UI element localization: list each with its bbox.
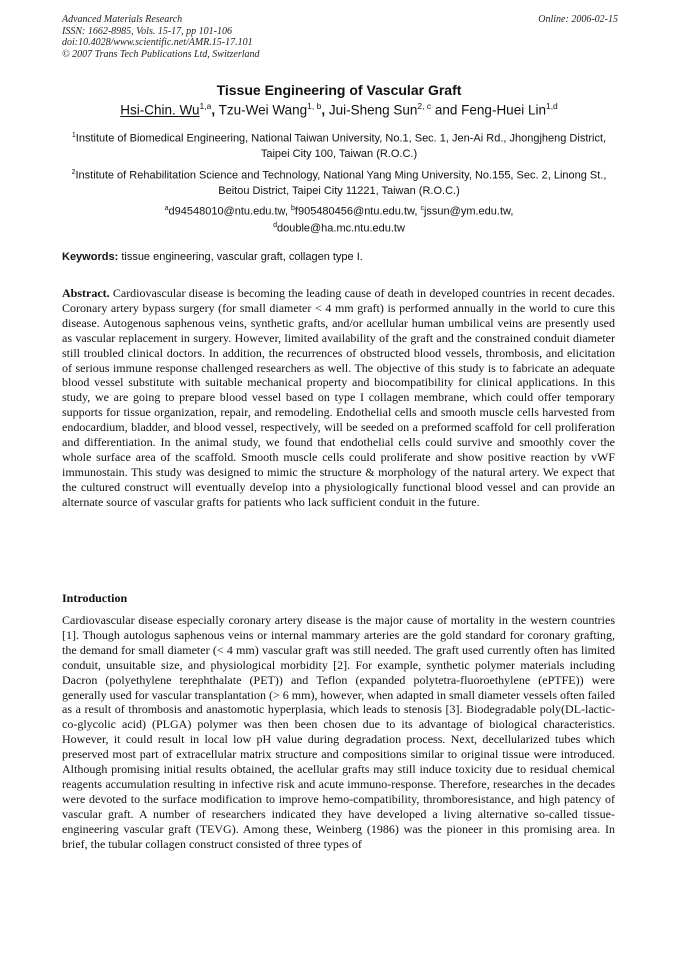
journal-copyright: © 2007 Trans Tech Publications Ltd, Switzerland (62, 48, 260, 60)
journal-name: Advanced Materials Research (62, 14, 183, 25)
author-superscript: 1,a (199, 101, 212, 111)
email-text: double@ha.mc.ntu.edu.tw (276, 222, 405, 235)
affiliation-text: Institute of Biomedical Engineering, National Taiwan University, No.1, Sec. 1, Jen-Ai Rd., Jhongjheng District, Taipei City 100, Taiwan (R.O.C.) (75, 132, 607, 160)
affiliation (62, 128, 616, 162)
introduction-heading: Introduction (62, 591, 128, 605)
keywords-label: Keywords: (62, 251, 119, 263)
email-text: jssun@ym.edu.tw, (423, 205, 514, 218)
author-superscript: 1, b (307, 101, 322, 111)
affiliation-text: Institute of Rehabilitation Science and Technology, National Yang Ming University, No.155, Sec. 2, Linong St., Beitou District, Taipei City 11221, Taiwan (R.O.C.) (75, 169, 607, 197)
affiliation-superscript: 1 (71, 132, 76, 139)
email-superscript: b (291, 205, 295, 212)
abstract-label: Abstract. (62, 286, 110, 300)
journal-doi: doi:10.4028/www.scientific.net/AMR.15-17.101 (62, 37, 253, 49)
email-list (62, 202, 616, 235)
affiliation-superscript: 2 (71, 169, 76, 176)
email-text: f905480456@ntu.edu.tw, (294, 205, 418, 218)
email-superscript: c (420, 205, 424, 212)
keywords-text: tissue engineering, vascular graft, collagen type I. (121, 251, 363, 263)
affiliation (62, 165, 616, 199)
keywords (62, 251, 616, 263)
author-separator: , (321, 102, 326, 118)
author-superscript: 2, c (417, 101, 432, 111)
author-name: Jui-Sheng Sun (328, 102, 418, 118)
introduction-text: Cardiovascular disease especially coronary artery disease is the major cause of mortality in the western countries [1]. Though autologus saphenous veins or internal mammary arteries are the gold standard for coronary grafting, the demand for small diameter (< 4 mm) vascular graft was still needed. The graft used currently often has limited conduit, unsuitable size, and physiological morbidity [2]. For example, synthetic polymer materials including Dacron (polyethylene terephthalate (PET)) and Teflon (expanded polytetra-fluoroethylene (ePTFE)) were generally used for vascular transplantation (> 6 mm), however, when adapted in small diameter vessels often failed as a result of thrombosis and anastomotic hyperplasia, which leads to stenosis [3]. Biodegradable poly(DL-lactic-co-glycolic acid) (PLGA) polymer was then been chosen due to its advantage of biological characteristics. However, it could result in local low pH value during degradation process. Next, decellularized tubes which preserved most part of extracellular matrix structure and compositions similar to original tissue were introduced. Although promising initial results obtained, the acellular grafts may still induce toxicity due to residual chemical reagents accumulation resulting in infective risk and acute immuno-response. Therefore, researches in the decades were devoted to the surface modification to improve hemo-compatibility, thromboresistance, and high patency of vascular graft. A number of researchers indicated they have developed a living alternative so-called tissue-engineering vascular graft (TEVG). Among these, Weinberg (1986) was the pioneer in this promising area. In brief, the tubular collagen construct consisted of three types of (62, 613, 615, 851)
email-text: d94548010@ntu.edu.tw, (168, 205, 288, 218)
journal-issn: ISSN: 1662-8985, Vols. 15-17, pp 101-106 (62, 25, 232, 37)
author-list (62, 101, 616, 118)
author-separator: , (211, 102, 216, 118)
abstract (62, 286, 615, 510)
abstract-text: Cardiovascular disease is becoming the leading cause of death in developed countries in recent decades. Coronary artery bypass surgery (for small diameter < 4 mm graft) is performed annually in the world to cure this disease. Autogenous saphenous veins, synthetic grafts, and/or acellular human umbilical veins are presently used as vascular replacement in surgery. However, limited availability of the graft and the constrained conduit diameter still troubled clinical doctors. In addition, the recurrences of obstructed blood vessels, thrombosis, and elicitation of serious immune response challenged researchers as well. The objective of this study is to fabricate an adequate blood vessel substitute with suitable mechanical property and biocompatibility for clinical applications. In this study, we are going to prepare blood vessel based on type I collagen membrane, which could offer temporary supports for tissue organization, repair, and remodeling. Endothelial cells and smooth muscle cells harvested from endocardium, bladder, and blood vessel, respectively, will be seeded on a preformed scaffold for cell proliferation and differentiation. In the animal study, we found that endothelial cells could survive and smoothly cover the whole surface area of the scaffold. Smooth muscle cells could proliferate and show positive reaction by vWF immunostain. This study was designed to mimic the structure & morphology of the natural artery. We expect that the cultured construct will eventually develop into a physiologically functional blood vessel and can provide an alternate source of vascular grafts for patients who lack sufficient conduit in the future. (62, 286, 616, 509)
email-superscript: a (164, 205, 169, 212)
email-superscript: d (273, 221, 277, 229)
author-superscript: 1,d (545, 101, 558, 111)
author-name: Tzu-Wei Wang (218, 102, 308, 118)
paper-title: Tissue Engineering of Vascular Graft (216, 82, 462, 98)
online-date: Online: 2006-02-15 (538, 14, 618, 25)
author-name: Hsi-Chin. Wu (120, 102, 200, 118)
author-name: Feng-Huei Lin (461, 102, 546, 118)
author-separator: and (434, 102, 458, 118)
journal-header (62, 14, 618, 60)
